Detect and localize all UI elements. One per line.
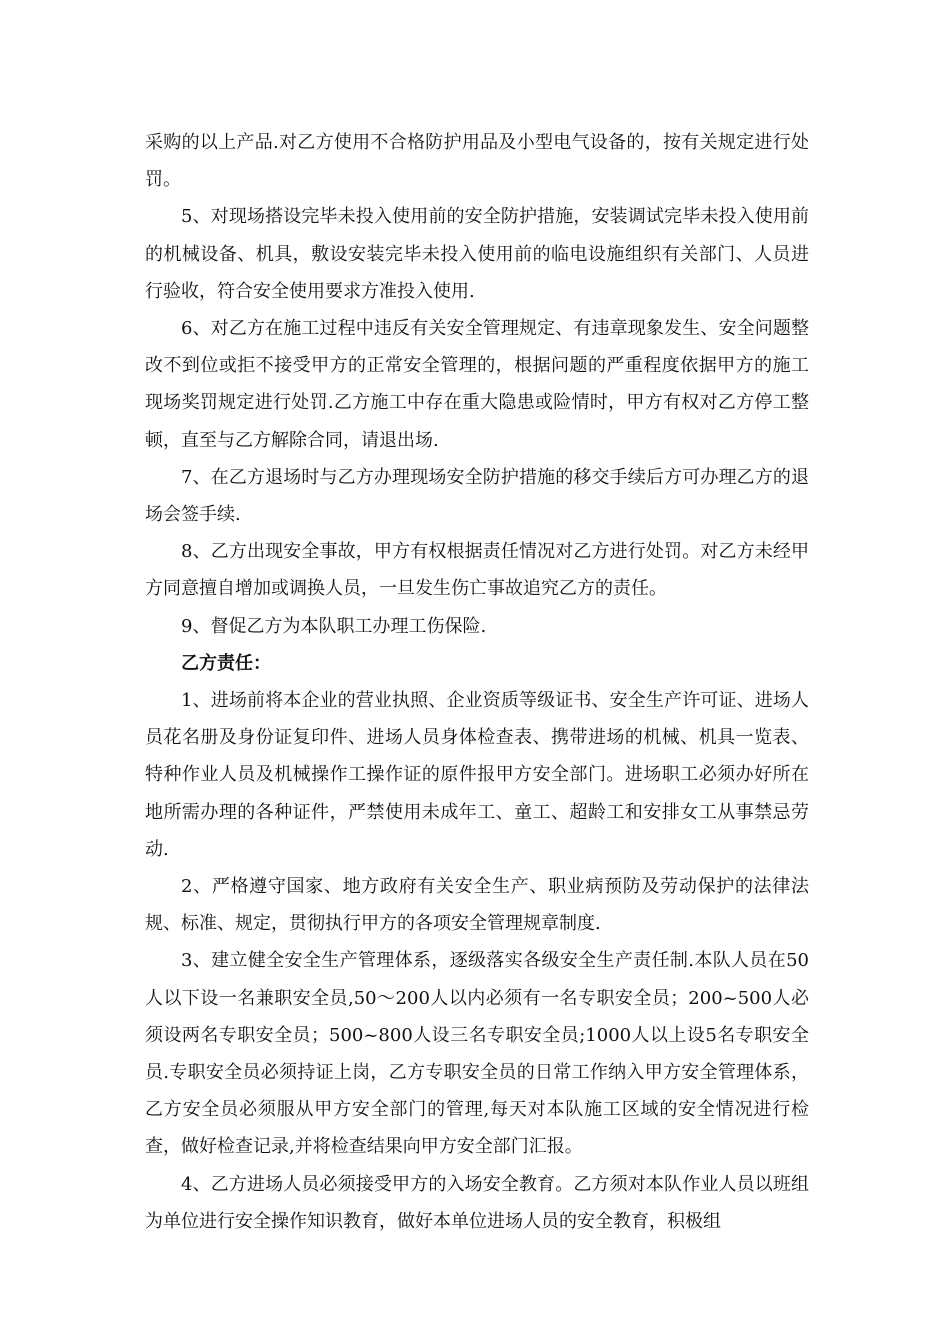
- paragraph-party-b-4: 4、乙方进场人员必须接受甲方的入场安全教育。乙方须对本队作业人员以班组为单位进行安全操作知识教育，做好本单位进场人员的安全教育，积极组: [145, 1173, 809, 1232]
- paragraph-item-8: 8、乙方出现安全事故，甲方有权根据责任情况对乙方进行处罚。对乙方未经甲方同意擅自增加或调换人员，一旦发生伤亡事故追究乙方的责任。: [145, 541, 809, 600]
- paragraph-continuation: 采购的以上产品.对乙方使用不合格防护用品及小型电气设备的，按有关规定进行处罚。: [145, 132, 809, 191]
- paragraph-party-b-2: 2、严格遵守国家、地方政府有关安全生产、职业病预防及劳动保护的法律法规、标准、规定，贯彻执行甲方的各项安全管理规章制度.: [145, 876, 809, 935]
- paragraph-party-b-3: 3、建立健全安全生产管理体系，逐级落实各级安全生产责任制.本队人员在50人以下设一名兼职安全员,50～200人以内必须有一名专职安全员；200~500人必须设两名专职安全员；500~800人设三名专职安全员;1000人以上设5名专职安全员.专职安全员必须持证上岗，乙方专职安全员的日常工作纳入甲方安全管理体系，乙方安全员必须服从甲方安全部门的管理,每天对本队施工区域的安全情况进行检查，做好检查记录,并将检查结果向甲方安全部门汇报。: [145, 950, 809, 1158]
- paragraph-item-5: 5、对现场搭设完毕未投入使用前的安全防护措施，安装调试完毕未投入使用前的机械设备、机具，敷设安装完毕未投入使用前的临电设施组织有关部门、人员进行验收，符合安全使用要求方准投入使用.: [145, 206, 809, 302]
- paragraph-party-b-1: 1、进场前将本企业的营业执照、企业资质等级证书、安全生产许可证、进场人员花名册及身份证复印件、进场人员身体检查表、携带进场的机械、机具一览表、特种作业人员及机械操作工操作证的原件报甲方安全部门。进场职工必须办好所在地所需办理的各种证件，严禁使用未成年工、童工、超龄工和安排女工从事禁忌劳动.: [145, 690, 809, 860]
- section-heading: 乙方责任：: [181, 652, 271, 674]
- paragraph-item-9: 9、督促乙方为本队职工办理工伤保险.: [181, 615, 487, 637]
- paragraph-item-7: 7、在乙方退场时与乙方办理现场安全防护措施的移交手续后方可办理乙方的退场会签手续.: [145, 466, 809, 526]
- paragraph-item-6: 6、对乙方在施工过程中违反有关安全管理规定、有违章现象发生、安全问题整改不到位或拒不接受甲方的正常安全管理的，根据问题的严重程度依据甲方的施工现场奖罚规定进行处罚.乙方施工中存在重大隐患或险情时，甲方有权对乙方停工整顿，直至与乙方解除合同，请退出场.: [145, 318, 809, 451]
- document-body: [145, 124, 809, 1240]
